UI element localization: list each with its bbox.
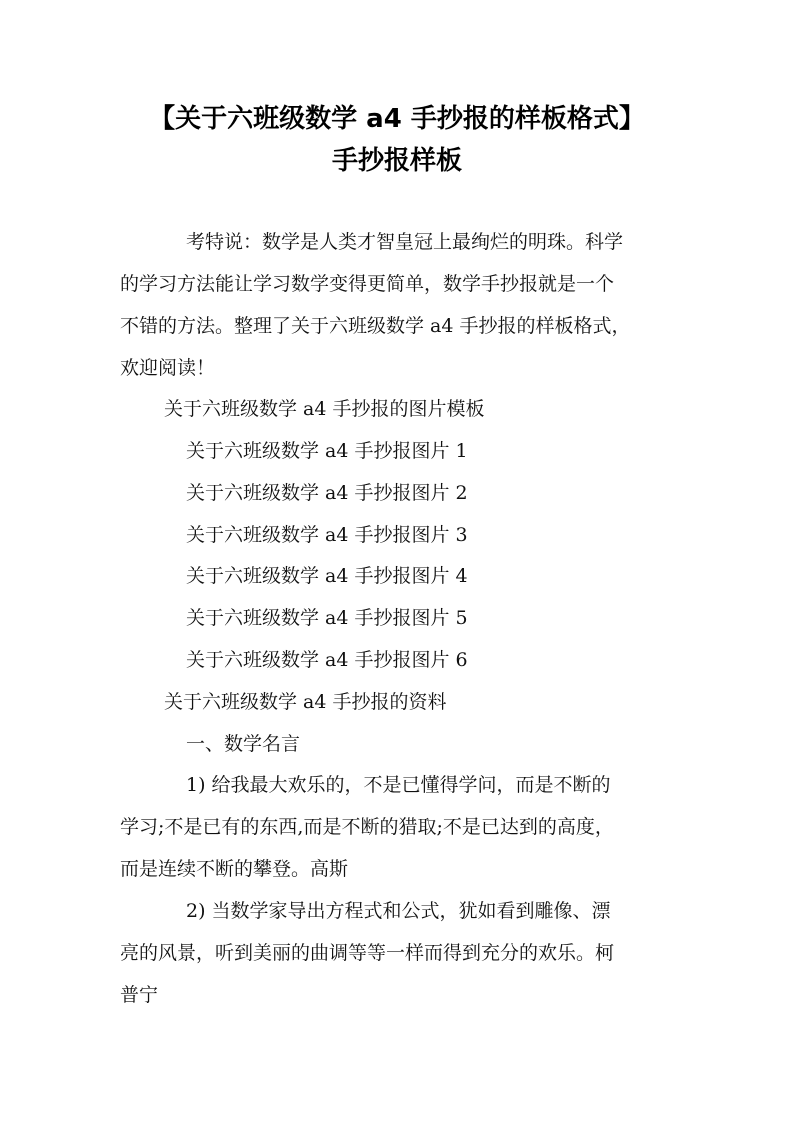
intro-line: 的学习方法能让学习数学变得更简单，数学手抄报就是一个 [120, 273, 615, 295]
quote-line: 普宁 [120, 984, 159, 1006]
quote-line: 学习;不是已有的东西,而是不断的猎取;不是已达到的高度， [120, 816, 614, 838]
quote-line: 亮的风景，听到美丽的曲调等等一样而得到充分的欢乐。柯 [120, 942, 615, 964]
intro-line: 考特说：数学是人类才智皇冠上最绚烂的明珠。科学 [186, 231, 624, 253]
image-caption: 关于六班级数学 a4 手抄报图片 6 [186, 649, 468, 671]
quote-line: 而是连续不断的攀登。高斯 [120, 858, 349, 880]
image-caption: 关于六班级数学 a4 手抄报图片 5 [186, 607, 468, 629]
image-caption: 关于六班级数学 a4 手抄报图片 3 [186, 524, 468, 546]
intro-line: 不错的方法。整理了关于六班级数学 a4 手抄报的样板格式， [120, 315, 631, 337]
section-heading-materials: 关于六班级数学 a4 手抄报的资料 [164, 691, 447, 713]
quote-line: 2) 当数学家导出方程式和公式，犹如看到雕像、漂 [186, 900, 611, 922]
quote-line: 1) 给我最大欢乐的，不是已懂得学问，而是不断的 [186, 774, 611, 796]
intro-line: 欢迎阅读！ [120, 357, 216, 379]
subheading: 一、数学名言 [186, 733, 301, 755]
image-caption: 关于六班级数学 a4 手抄报图片 2 [186, 482, 468, 504]
document-title: 【关于六班级数学 a4 手抄报的样板格式】 [149, 104, 645, 134]
document-subtitle: 手抄报样板 [331, 146, 462, 176]
section-heading-images: 关于六班级数学 a4 手抄报的图片模板 [164, 398, 485, 420]
image-caption: 关于六班级数学 a4 手抄报图片 4 [186, 565, 468, 587]
image-caption: 关于六班级数学 a4 手抄报图片 1 [186, 440, 468, 462]
